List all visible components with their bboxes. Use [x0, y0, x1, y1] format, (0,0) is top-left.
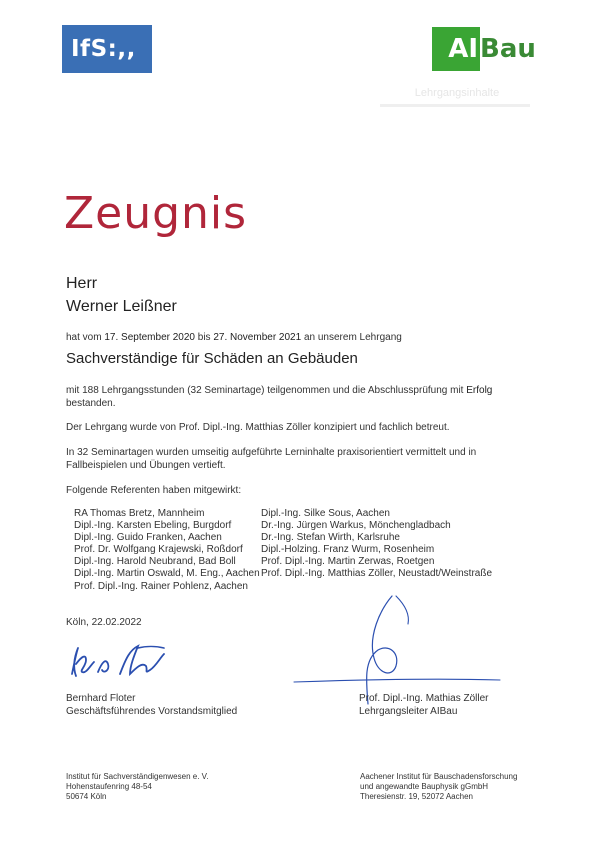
period-prefix: hat vom [66, 332, 102, 343]
footer-address-left [66, 772, 208, 802]
referent: Dipl.-Ing. Silke Sous, Aachen [261, 508, 390, 519]
watermark-line [380, 104, 530, 107]
referent: Prof. Dipl.-Ing. Martin Zerwas, Roetgen [261, 556, 435, 568]
recipient-name: Werner Leißner [66, 298, 177, 315]
signer-name-left: Bernhard Floter [66, 693, 136, 704]
hours-text: mit 188 Lehrgangsstunden (32 Seminartage) teilgenommen und die Abschlussprüfung mit [66, 385, 464, 396]
period-middle: bis [197, 332, 211, 343]
salutation: Herr [66, 275, 98, 292]
seminar-statement: In 32 Seminartagen wurden umseitig aufgeführte Lerninhalte praxisorientiert vermittelt und in Fallbeispielen und Übungen vertieft. [66, 447, 477, 471]
course-title: Sachverständige für Schäden an Gebäuden [66, 350, 358, 367]
referent: Prof. Dipl.-Ing. Matthias Zöller, Neustadt/Weinstraße [261, 568, 493, 580]
exam-result: Erfolg [466, 385, 493, 396]
referent: Dipl.-Ing. Karsten Ebeling, Burgdorf [74, 520, 232, 532]
ifs-logo: IfS:,, [62, 25, 152, 73]
footer-line: Theresienstr. 19, 52072 Aachen [360, 792, 473, 801]
course-design-statement: Der Lehrgang wurde von Prof. Dipl.-Ing. Matthias Zöller konzipiert und fachlich betreut. [66, 422, 450, 433]
course-period [66, 331, 402, 344]
footer-line: 50674 Köln [66, 792, 107, 801]
footer-line: und angewandte Bauphysik gGmbH [360, 782, 489, 791]
referents-heading: Folgende Referenten haben mitgewirkt: [66, 485, 242, 496]
referent: Dipl.-Ing. Harold Neubrand, Bad Boll [74, 556, 236, 568]
completion-statement [66, 384, 536, 410]
referent: Prof. Dipl.-Ing. Rainer Pohlenz, Aachen [74, 580, 248, 592]
period-end: 27. November 2021 [213, 332, 302, 343]
signature-floter [64, 636, 194, 686]
period-start: 17. September 2020 [104, 332, 195, 343]
signer-role-left: Geschäftsführendes Vorstandsmitglied [66, 706, 238, 717]
referent: Prof. Dr. Wolfgang Krajewski, Roßdorf [74, 544, 243, 556]
hours-text-end: bestanden. [66, 398, 116, 409]
aibau-logo-text: Bau [480, 34, 536, 64]
referent: Dr.-Ing. Jürgen Warkus, Mönchengladbach [261, 520, 451, 532]
referent: Dipl.-Ing. Guido Franken, Aachen [74, 532, 222, 544]
watermark-text: Lehrgangsinhalte [414, 87, 500, 99]
referent: RA Thomas Bretz, Mannheim [74, 508, 205, 519]
signer-role-right: Lehrgangsleiter AIBau [359, 706, 458, 717]
document-title: Zeugnis [64, 188, 248, 239]
referent: Dipl.-Ing. Martin Oswald, M. Eng., Aachen [74, 568, 260, 580]
footer-address-right [360, 772, 517, 802]
footer-line: Institut für Sachverständigenwesen e. V. [66, 772, 209, 781]
referents-list-left [74, 508, 260, 593]
aibau-logo [432, 27, 536, 71]
period-suffix: an unserem Lehrgang [303, 332, 402, 343]
place-date: Köln, 22.02.2022 [66, 617, 142, 628]
signer-name-right: Prof. Dipl.-Ing. Mathias Zöller [359, 693, 489, 704]
referent: Dr.-Ing. Stefan Wirth, Karlsruhe [261, 532, 400, 544]
referent: Dipl.-Holzing. Franz Wurm, Rosenheim [261, 544, 435, 556]
referents-list-right [261, 508, 492, 581]
footer-line: Aachener Institut für Bauschadensforschung [360, 772, 518, 781]
aibau-logo-mark: AI [432, 27, 480, 71]
footer-line: Hohenstaufenring 48-54 [66, 782, 152, 791]
